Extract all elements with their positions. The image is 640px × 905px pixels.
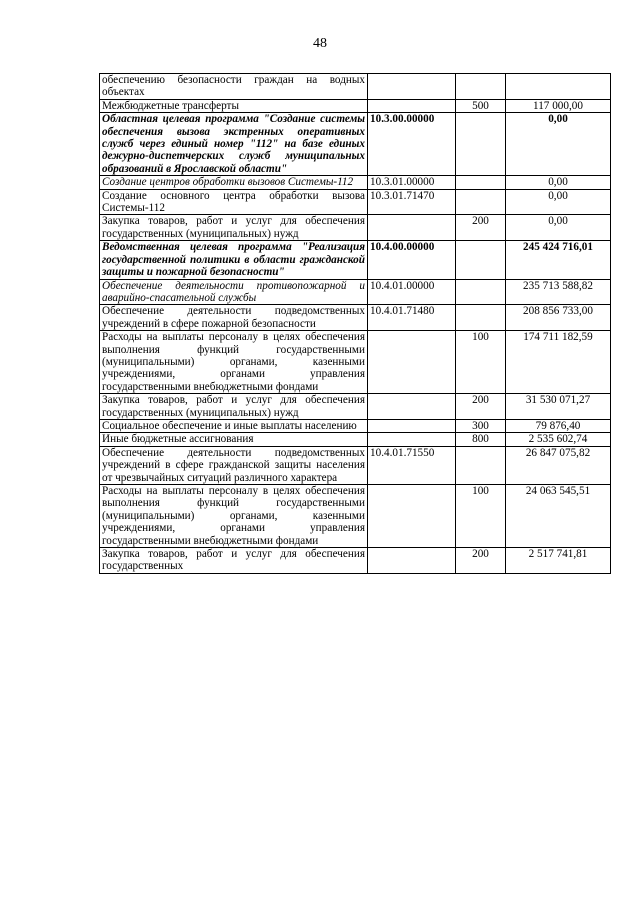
table-row bbox=[100, 394, 611, 420]
row-code-cell: 10.4.01.71550 bbox=[368, 446, 456, 484]
row-expense-type-cell: 100 bbox=[456, 331, 506, 394]
row-name-cell: Создание центров обработки вызовов Системы-112 bbox=[100, 176, 368, 189]
row-code-cell bbox=[368, 419, 456, 432]
table-row bbox=[100, 446, 611, 484]
row-expense-type-cell bbox=[456, 189, 506, 215]
row-name-cell: Межбюджетные трансферты bbox=[100, 99, 368, 112]
row-sum-cell: 24 063 545,51 bbox=[506, 485, 611, 548]
row-expense-type-cell bbox=[456, 74, 506, 100]
row-sum-cell: 2 535 602,74 bbox=[506, 433, 611, 446]
row-sum-cell: 174 711 182,59 bbox=[506, 331, 611, 394]
row-expense-type-cell: 200 bbox=[456, 548, 506, 574]
row-name-cell: Создание основного центра обработки вызова Системы-112 bbox=[100, 189, 368, 215]
row-expense-type-cell bbox=[456, 176, 506, 189]
row-code-cell bbox=[368, 394, 456, 420]
row-sum-cell: 0,00 bbox=[506, 215, 611, 241]
row-name-cell: Обеспечение деятельности подведомственных учреждений в сфере пожарной безопасности bbox=[100, 305, 368, 331]
row-expense-type-cell bbox=[456, 305, 506, 331]
table-row bbox=[100, 74, 611, 100]
table-row bbox=[100, 331, 611, 394]
row-name-cell: Обеспечение деятельности подведомственных учреждений в сфере гражданской защиты населения от чрезвычайных ситуаций различного характера bbox=[100, 446, 368, 484]
row-code-cell bbox=[368, 433, 456, 446]
row-code-cell: 10.4.00.00000 bbox=[368, 241, 456, 279]
row-sum-cell: 0,00 bbox=[506, 176, 611, 189]
row-expense-type-cell: 200 bbox=[456, 215, 506, 241]
row-sum-cell: 26 847 075,82 bbox=[506, 446, 611, 484]
row-name-cell: Иные бюджетные ассигнования bbox=[100, 433, 368, 446]
row-expense-type-cell bbox=[456, 279, 506, 305]
row-code-cell bbox=[368, 331, 456, 394]
row-code-cell: 10.3.01.71470 bbox=[368, 189, 456, 215]
row-code-cell: 10.3.01.00000 bbox=[368, 176, 456, 189]
row-expense-type-cell bbox=[456, 241, 506, 279]
row-name-cell: Ведомственная целевая программа "Реализация государственной политики в области гражданской защиты и пожарной безопасности" bbox=[100, 241, 368, 279]
row-code-cell bbox=[368, 99, 456, 112]
row-code-cell: 10.4.01.00000 bbox=[368, 279, 456, 305]
row-sum-cell bbox=[506, 74, 611, 100]
table-row bbox=[100, 548, 611, 574]
row-name-cell: Социальное обеспечение и иные выплаты населению bbox=[100, 419, 368, 432]
table-row bbox=[100, 305, 611, 331]
row-sum-cell: 79 876,40 bbox=[506, 419, 611, 432]
table-row bbox=[100, 215, 611, 241]
row-sum-cell: 117 000,00 bbox=[506, 99, 611, 112]
row-sum-cell: 0,00 bbox=[506, 113, 611, 176]
row-sum-cell: 2 517 741,81 bbox=[506, 548, 611, 574]
row-expense-type-cell bbox=[456, 446, 506, 484]
table-row bbox=[100, 433, 611, 446]
table-row bbox=[100, 113, 611, 176]
row-name-cell: Закупка товаров, работ и услуг для обеспечения государственных (муниципальных) нужд bbox=[100, 394, 368, 420]
row-name-cell: Расходы на выплаты персоналу в целях обеспечения выполнения функций государственными (муниципальными) органами, казенными учреждениями, органами управления государственными внебюджетными фондами bbox=[100, 331, 368, 394]
table-row bbox=[100, 485, 611, 548]
budget-table bbox=[99, 73, 611, 574]
row-sum-cell: 31 530 071,27 bbox=[506, 394, 611, 420]
table-row bbox=[100, 241, 611, 279]
row-code-cell: 10.3.00.00000 bbox=[368, 113, 456, 176]
row-expense-type-cell: 500 bbox=[456, 99, 506, 112]
row-name-cell: Закупка товаров, работ и услуг для обеспечения государственных (муниципальных) нужд bbox=[100, 215, 368, 241]
row-code-cell bbox=[368, 548, 456, 574]
page-number: 48 bbox=[313, 36, 327, 51]
row-expense-type-cell: 100 bbox=[456, 485, 506, 548]
row-code-cell bbox=[368, 485, 456, 548]
row-expense-type-cell: 200 bbox=[456, 394, 506, 420]
row-name-cell: Областная целевая программа "Создание системы обеспечения вызова экстренных оперативных служб через единый номер "112" на базе единых дежурно-диспетчерских служб муниципальных образований в Ярославской области" bbox=[100, 113, 368, 176]
table-row bbox=[100, 99, 611, 112]
row-code-cell bbox=[368, 215, 456, 241]
row-sum-cell: 208 856 733,00 bbox=[506, 305, 611, 331]
row-code-cell: 10.4.01.71480 bbox=[368, 305, 456, 331]
row-expense-type-cell: 300 bbox=[456, 419, 506, 432]
row-name-cell: Расходы на выплаты персоналу в целях обеспечения выполнения функций государственными (муниципальными) органами, казенными учреждениями, органами управления государственными внебюджетными фондами bbox=[100, 485, 368, 548]
row-sum-cell: 235 713 588,82 bbox=[506, 279, 611, 305]
budget-table-body bbox=[100, 74, 611, 574]
row-sum-cell: 0,00 bbox=[506, 189, 611, 215]
table-row bbox=[100, 419, 611, 432]
row-name-cell: Закупка товаров, работ и услуг для обеспечения государственных bbox=[100, 548, 368, 574]
row-expense-type-cell: 800 bbox=[456, 433, 506, 446]
table-row bbox=[100, 279, 611, 305]
row-expense-type-cell bbox=[456, 113, 506, 176]
table-row bbox=[100, 189, 611, 215]
row-name-cell: обеспечению безопасности граждан на водных объектах bbox=[100, 74, 368, 100]
row-code-cell bbox=[368, 74, 456, 100]
row-sum-cell: 245 424 716,01 bbox=[506, 241, 611, 279]
row-name-cell: Обеспечение деятельности противопожарной и аварийно-спасательной службы bbox=[100, 279, 368, 305]
table-row bbox=[100, 176, 611, 189]
